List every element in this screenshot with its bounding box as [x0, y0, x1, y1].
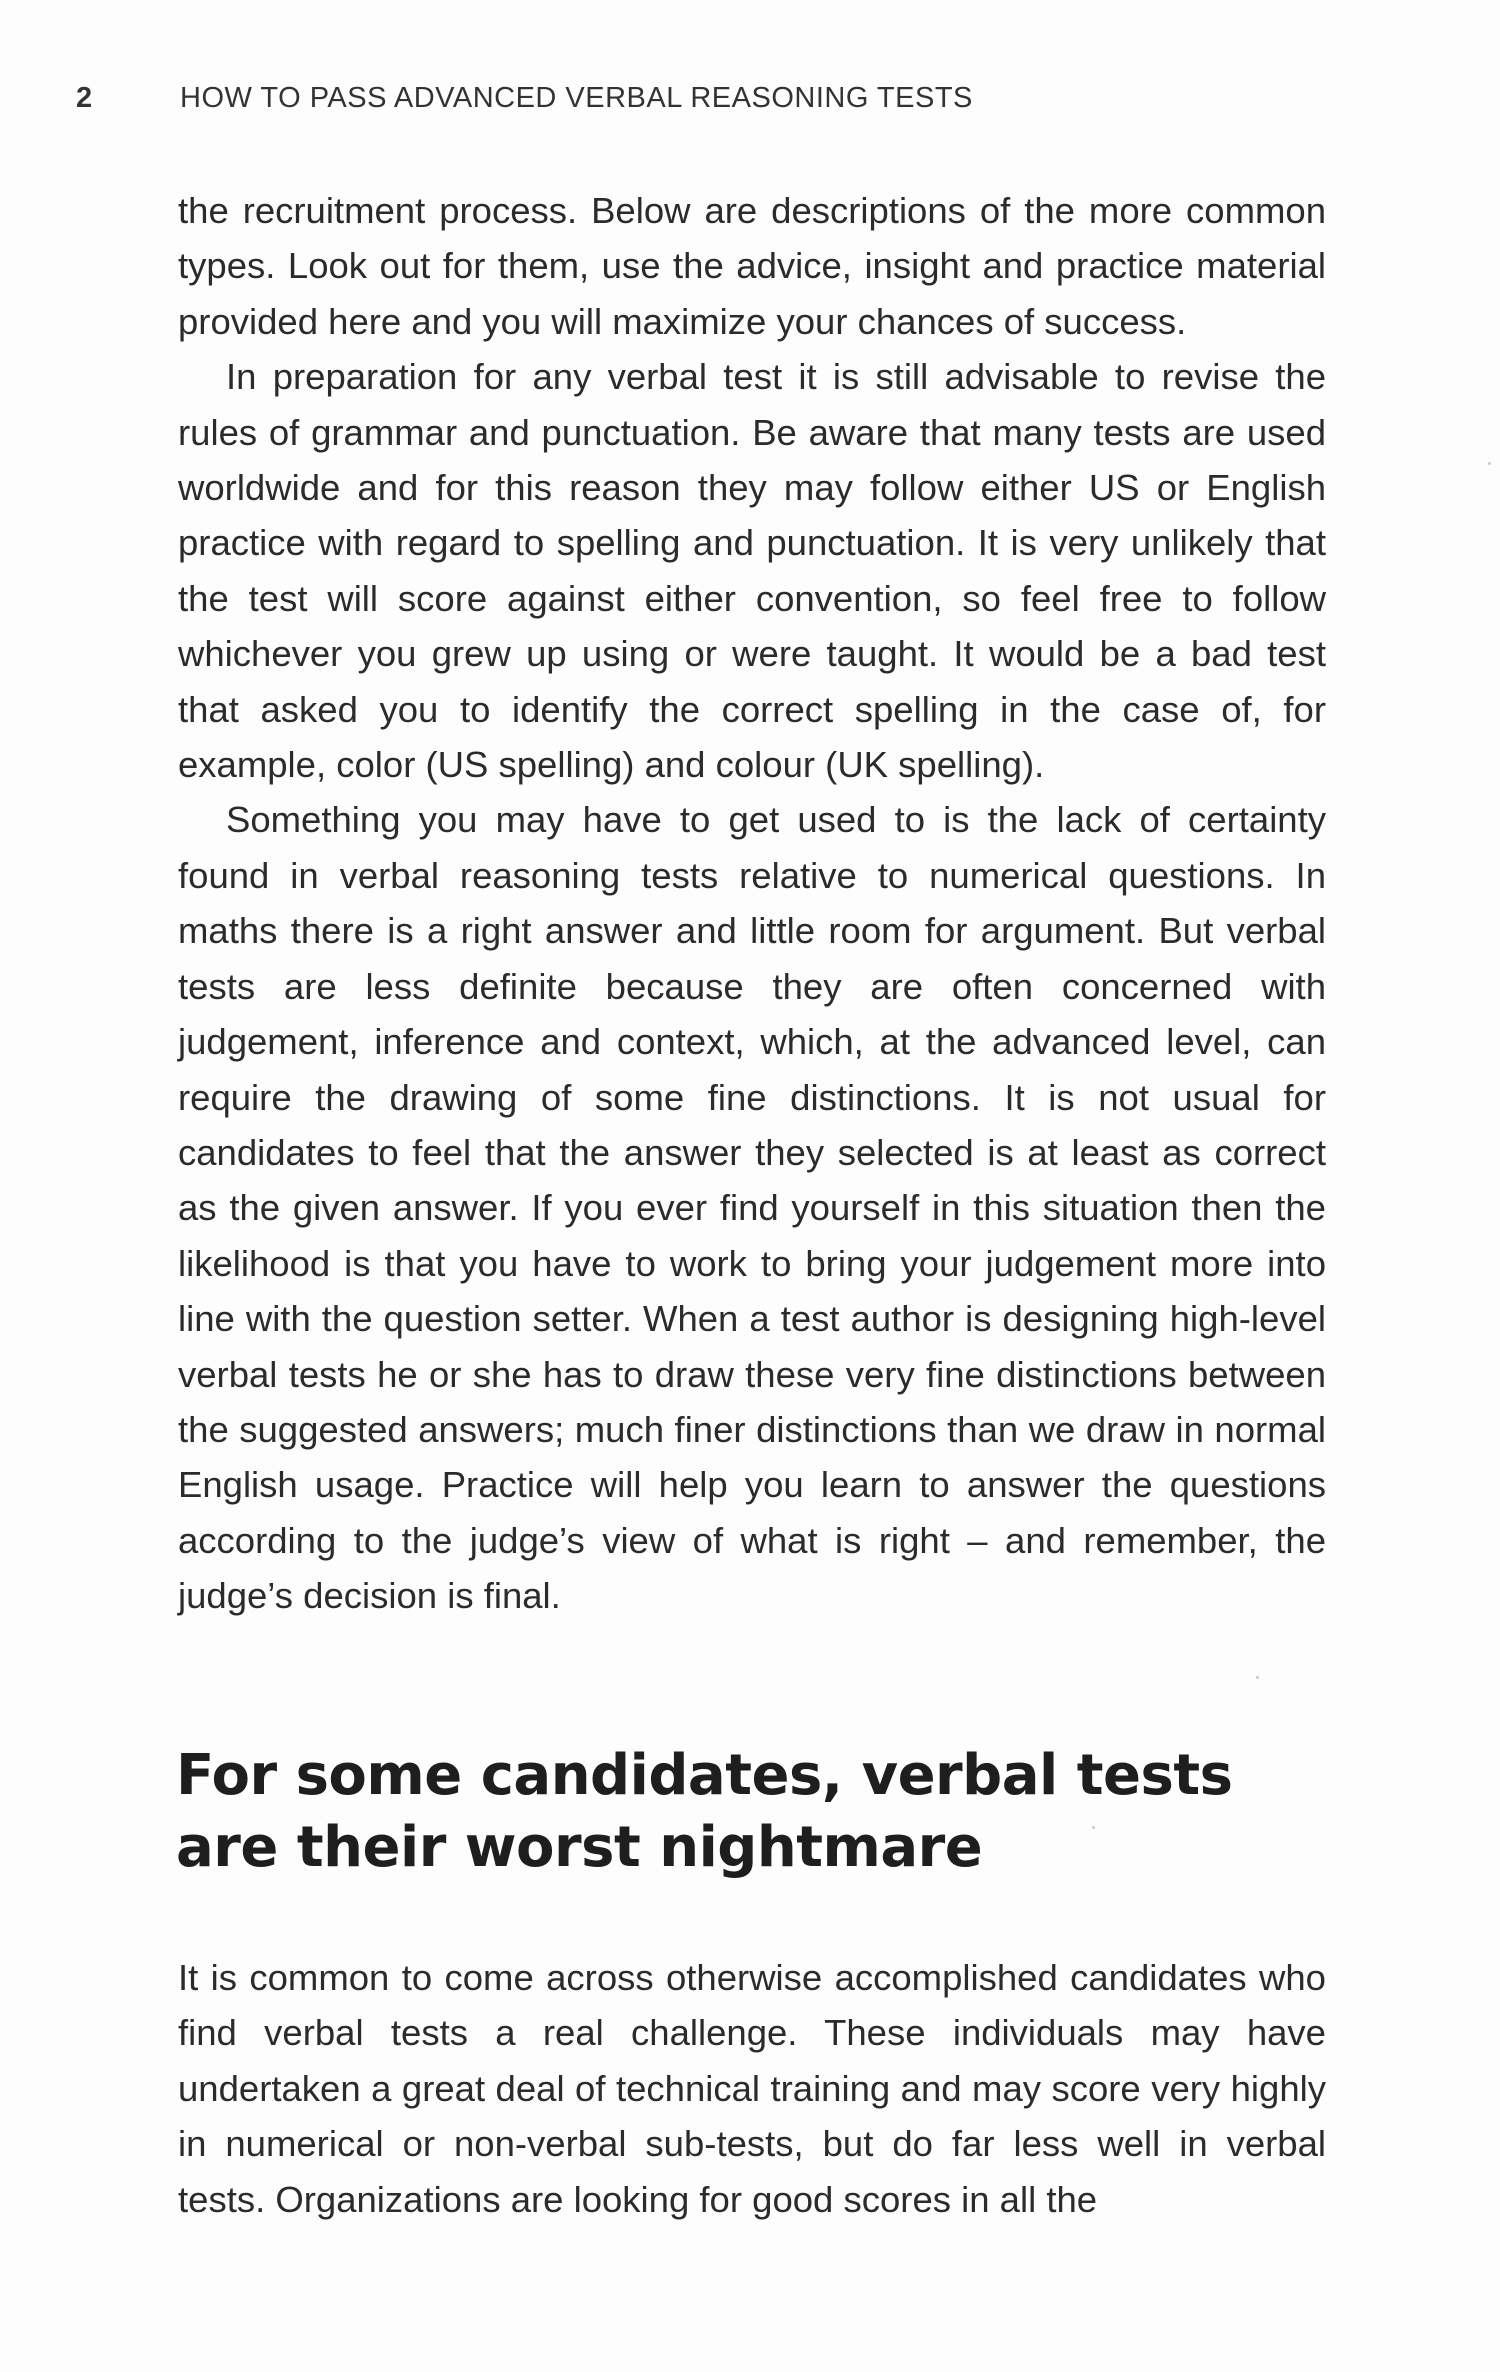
paragraph-2: In preparation for any verbal test it is still advisable to revise the rules of grammar and punctuation. Be aware that many tests are used worldwide and for this reason they may follow either US or English practice with regard to spelling and punctuation. It is very unlikely that the test will score against either convention, so feel free to follow whichever you grew up using or were taught. It would be a bad test that asked you to identify the correct spelling in the case of, for example, color (US spelling) and colour (UK spelling).: [178, 356, 1326, 786]
scan-speck: [1256, 1676, 1259, 1679]
section-heading: [176, 1740, 1324, 1884]
section-heading-line-1: For some candidates, verbal tests: [176, 1743, 1233, 1808]
scan-speck: [1488, 462, 1491, 465]
running-header: [76, 82, 1326, 122]
paragraph-1: the recruitment process. Below are descriptions of the more common types. Look out for them, use the advice, insight and practice material provided here and you will maximize your chances of success.: [178, 190, 1326, 342]
paragraph-3: Something you may have to get used to is the lack of certainty found in verbal reasoning tests relative to numerical questions. In maths there is a right answer and little room for argument. But verbal tests are less definite because they are often concerned with judgement, inference and context, which, at the advanced level, can require the drawing of some fine distinctions. It is not usual for candidates to feel that the answer they selected is at least as correct as the given answer. If you ever find yourself in this situation then the likelihood is that you have to work to bring your judgement more into line with the question setter. When a test author is designing high-level verbal tests he or she has to draw these very fine distinctions between the suggested answers; much finer distinctions than we draw in normal English usage. Practice will help you learn to answer the questions according to the judge’s view of what is right – and remember, the judge’s decision is final.: [178, 799, 1326, 1617]
page-number: 2: [76, 82, 93, 114]
section-paragraph: It is common to come across otherwise accomplished candidates who find verbal tests a real challenge. These individuals may have undertaken a great deal of technical training and may score very highly in numerical or non-verbal sub-tests, but do far less well in verbal tests. Organizations are looking for good scores in all the: [178, 1957, 1326, 2220]
body-text: [178, 183, 1326, 1624]
scan-speck: [1092, 1826, 1095, 1829]
section-body: [178, 1950, 1326, 2227]
section-heading-line-2: are their worst nightmare: [176, 1815, 983, 1880]
running-title: HOW TO PASS ADVANCED VERBAL REASONING TESTS: [180, 82, 973, 114]
